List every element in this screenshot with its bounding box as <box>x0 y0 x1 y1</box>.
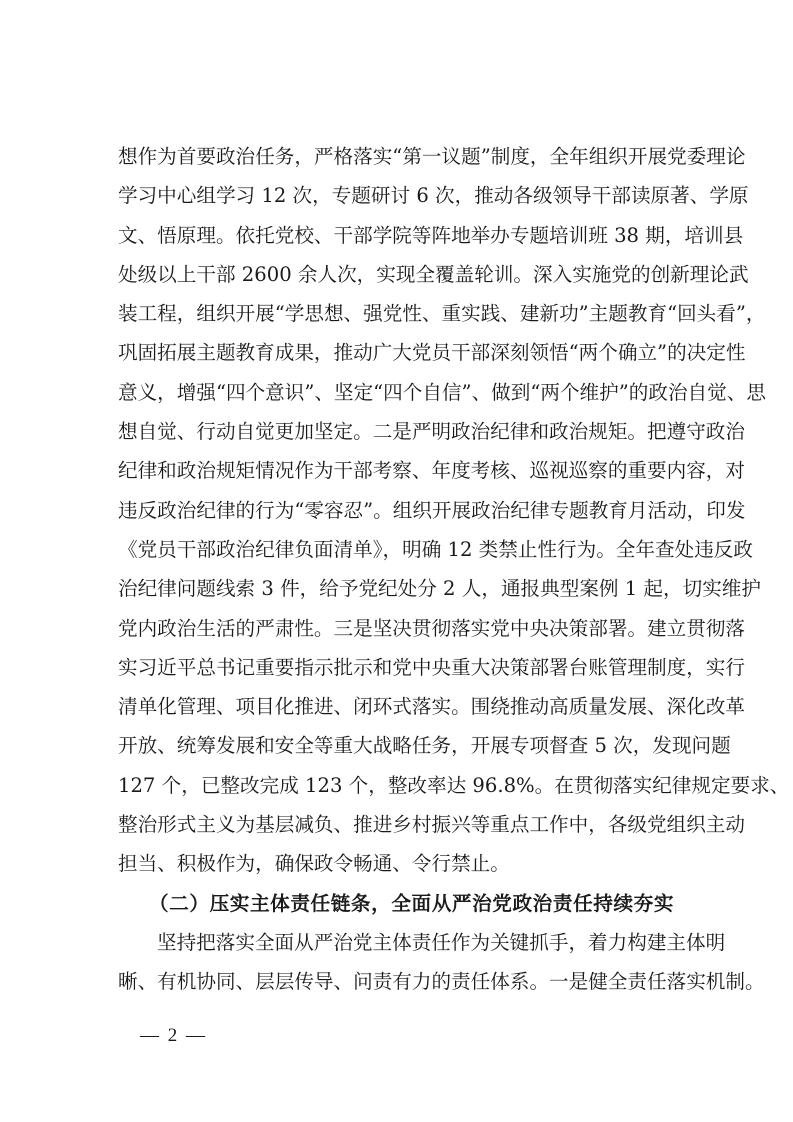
text-line: 意义，增强“四个意识”、坚定“四个自信”、做到“两个维护”的政治自觉、思 <box>118 380 766 404</box>
text-line: 担当、积极作为，确保政令畅通、令行禁止。 <box>118 852 510 876</box>
text-line: 纪律和政治规矩情况作为干部考察、年度考核、巡视巡察的重要内容，对 <box>118 459 745 483</box>
document-body <box>118 137 790 1002</box>
text-line: 党内政治生活的严肃性。三是坚决贯彻落实党中央决策部署。建立贯彻落 <box>118 616 745 640</box>
text-line: 开放、统筹发展和安全等重大战略任务，开展专项督查 5 次，发现问题 <box>118 734 731 758</box>
text-line: 《党员干部政治纪律负面清单》，明确 12 类禁止性行为。全年查处违反政 <box>118 537 753 561</box>
section-heading: （二）压实主体责任链条，全面从严治党政治责任持续夯实 <box>149 891 675 915</box>
text-line: 坚持把落实全面从严治党主体责任作为关键抓手，着力构建主体明 <box>157 930 726 954</box>
text-line: 治纪律问题线索 3 件，给予党纪处分 2 人，通报典型案例 1 起，切实维护 <box>118 577 761 601</box>
page-number: — 2 — <box>140 1025 207 1046</box>
text-line: 学习中心组学习 12 次，专题研讨 6 次，推动各级领导干部读原著、学原 <box>118 184 749 208</box>
text-line: 实习近平总书记重要指示批示和党中央重大决策部署台账管理制度，实行 <box>118 655 745 679</box>
text-line: 整治形式主义为基层减负、推进乡村振兴等重点工作中，各级党组织主动 <box>118 813 745 837</box>
text-line: 清单化管理、项目化推进、闭环式落实。围绕推动高质量发展、深化改革 <box>118 695 745 719</box>
text-line: 127 个，已整改完成 123 个，整改率达 96.8%。在贯彻落实纪律规定要求、 <box>118 773 790 797</box>
text-line: 晰、有机协同、层层传导、问责有力的责任体系。一是健全责任落实机制。 <box>118 970 765 994</box>
text-line: 违反政治纪律的行为“零容忍”。组织开展政治纪律专题教育月活动，印发 <box>118 498 746 522</box>
text-line: 想作为首要政治任务，严格落实“第一议题”制度，全年组织开展党委理论 <box>118 145 746 168</box>
text-line: 想自觉、行动自觉更加坚定。二是严明政治纪律和政治规矩。把遵守政治 <box>118 420 745 444</box>
text-line: 巩固拓展主题教育成果，推动广大党员干部深刻领悟“两个确立”的决定性 <box>118 341 746 365</box>
text-line: 装工程，组织开展“学思想、强党性、重实践、建新功”主题教育“回头看”， <box>118 302 766 326</box>
text-line: 处级以上干部 2600 余人次，实现全覆盖轮训。深入实施党的创新理论武 <box>118 262 749 286</box>
text-line: 文、悟原理。依托党校、干部学院等阵地举办专题培训班 38 期，培训县 <box>118 223 744 247</box>
